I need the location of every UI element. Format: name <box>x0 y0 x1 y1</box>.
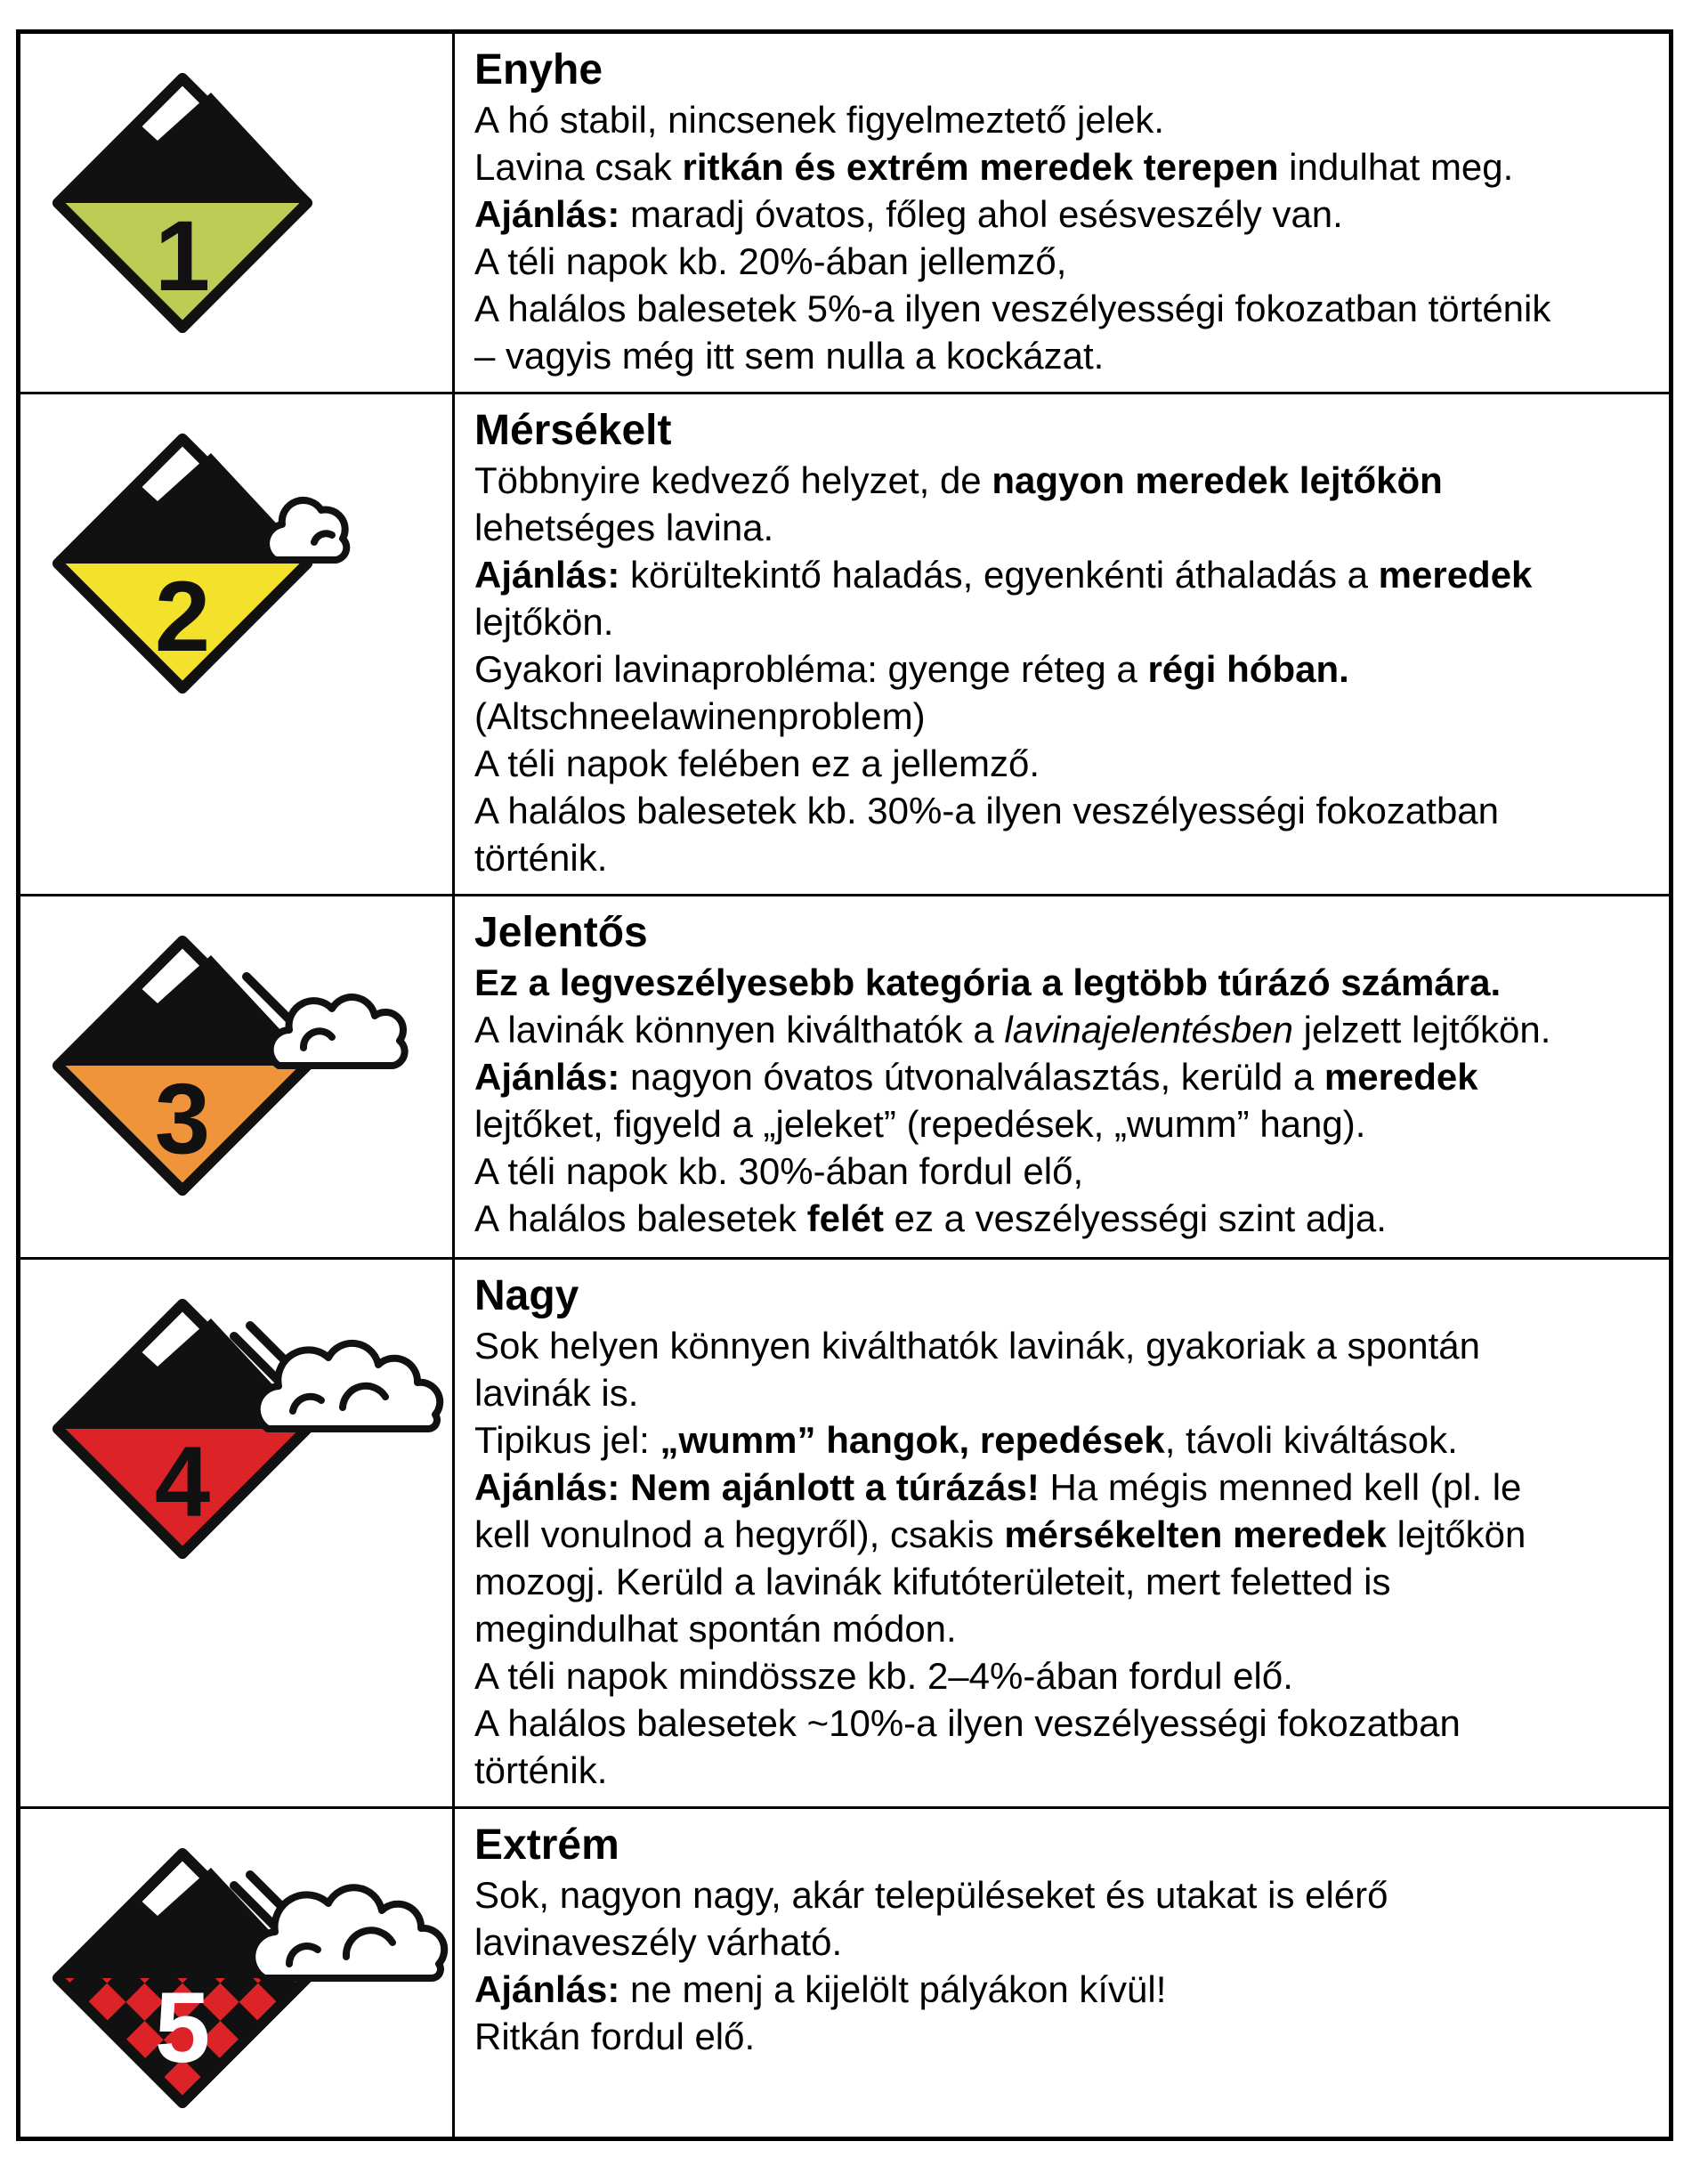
description-line: Tipikus jel: „wumm” hangok, repedések, távoli kiváltások. <box>474 1419 1458 1461</box>
description-line: A halálos balesetek 5%-a ilyen veszélyességi fokozatban történik <box>474 288 1551 329</box>
description-line: A téli napok kb. 20%-ában jellemző, <box>474 240 1067 282</box>
description-line: Gyakori lavinaprobléma: gyenge réteg a régi hóban. <box>474 648 1349 690</box>
description-line: A halálos balesetek kb. 30%-a ilyen veszélyességi fokozatban <box>474 790 1500 831</box>
description-line: lehetséges lavina. <box>474 507 774 548</box>
description-line: lejtőkön. <box>474 601 614 643</box>
avalanche-danger-level-4-icon <box>26 1272 449 1578</box>
level-2-icon-cell <box>20 394 455 894</box>
level-3-description-cell <box>455 896 1669 1257</box>
description-line: A téli napok kb. 30%-ában fordul elő, <box>474 1150 1084 1192</box>
description-line: Ajánlás: ne menj a kijelölt pályákon kívül! <box>474 1968 1167 2010</box>
danger-level-row-5 <box>20 1809 1669 2137</box>
description-line: mozogj. Kerüld a lavinák kifutóterületeit, mert feletted is <box>474 1561 1391 1602</box>
description-line: A halálos balesetek felét ez a veszélyességi szint adja. <box>474 1197 1387 1239</box>
description-line: (Altschneelawinenproblem) <box>474 695 926 737</box>
level-2-description-cell <box>455 394 1669 894</box>
description-line: kell vonulnod a hegyről), csakis mérsékelten meredek lejtőkön <box>474 1513 1526 1555</box>
description-line: Sok, nagyon nagy, akár településeket és utakat is elérő <box>474 1874 1388 1916</box>
danger-level-row-2 <box>20 394 1669 896</box>
description-line: Lavina csak ritkán és extrém meredek terepen indulhat meg. <box>474 146 1514 188</box>
description-line: lavinaveszély várható. <box>474 1921 843 1963</box>
level-5-icon-cell <box>20 1809 455 2137</box>
avalanche-danger-level-1-icon <box>26 46 449 353</box>
dust-cloud-icon <box>271 997 405 1066</box>
avalanche-danger-level-5-icon <box>26 1821 449 2128</box>
level-1-icon-cell <box>20 34 455 392</box>
level-number: 5 <box>154 1972 211 2083</box>
level-title: Enyhe <box>474 46 603 93</box>
level-description <box>474 959 1647 1242</box>
level-3-icon-cell <box>20 896 455 1257</box>
level-title: Nagy <box>474 1272 579 1319</box>
avalanche-danger-level-3-icon <box>26 909 449 1215</box>
avalanche-danger-level-2-icon <box>26 407 449 713</box>
description-line: A halálos balesetek ~10%-a ilyen veszélyességi fokozatban <box>474 1702 1461 1744</box>
level-number: 1 <box>154 200 211 312</box>
description-line: – vagyis még itt sem nulla a kockázat. <box>474 335 1105 377</box>
description-line: A hó stabil, nincsenek figyelmeztető jelek. <box>474 99 1165 141</box>
description-line: Ajánlás: körültekintő haladás, egyenkénti áthaladás a meredek <box>474 554 1533 596</box>
description-line: Ritkán fordul elő. <box>474 2016 756 2057</box>
description-line: történik. <box>474 1749 608 1791</box>
level-1-description-cell <box>455 34 1669 392</box>
level-title: Jelentős <box>474 909 648 956</box>
danger-level-row-4 <box>20 1260 1669 1809</box>
danger-level-row-1 <box>20 34 1669 394</box>
level-4-icon-cell <box>20 1260 455 1806</box>
level-description <box>474 457 1647 881</box>
level-number: 4 <box>154 1426 211 1537</box>
level-5-description-cell <box>455 1809 1669 2137</box>
description-line: történik. <box>474 837 608 879</box>
description-line: A téli napok mindössze kb. 2–4%-ában fordul elő. <box>474 1655 1293 1697</box>
description-line: Ajánlás: Nem ajánlott a túrázás! Ha mégis menned kell (pl. le <box>474 1466 1522 1508</box>
description-line: Többnyire kedvező helyzet, de nagyon meredek lejtőkön <box>474 459 1443 501</box>
description-line: Ez a legveszélyesebb kategória a legtöbb túrázó számára. <box>474 961 1502 1003</box>
description-line: lejtőket, figyeld a „jeleket” (repedések, „wumm” hang). <box>474 1103 1366 1145</box>
level-description <box>474 1322 1647 1794</box>
level-title: Extrém <box>474 1821 619 1869</box>
dust-cloud-icon <box>257 1343 440 1429</box>
avalanche-danger-scale-table <box>16 29 1673 2141</box>
danger-level-row-3 <box>20 896 1669 1260</box>
description-line: megindulhat spontán módon. <box>474 1608 957 1650</box>
level-number: 2 <box>154 561 211 672</box>
dust-cloud-icon <box>266 500 346 560</box>
level-title: Mérsékelt <box>474 407 672 454</box>
description-line: A lavinák könnyen kiválthatók a lavinajelentésben jelzett lejtőkön. <box>474 1009 1551 1050</box>
level-description <box>474 1871 1647 2060</box>
description-line: Ajánlás: maradj óvatos, főleg ahol esésveszély van. <box>474 193 1343 235</box>
description-line: A téli napok felében ez a jellemző. <box>474 742 1040 784</box>
level-description <box>474 96 1647 379</box>
description-line: Sok helyen könnyen kiválthatók lavinák, gyakoriak a spontán <box>474 1325 1481 1367</box>
level-number: 3 <box>154 1063 211 1174</box>
description-line: Ajánlás: nagyon óvatos útvonalválasztás, kerüld a meredek <box>474 1056 1478 1098</box>
level-4-description-cell <box>455 1260 1669 1806</box>
description-line: lavinák is. <box>474 1372 639 1414</box>
